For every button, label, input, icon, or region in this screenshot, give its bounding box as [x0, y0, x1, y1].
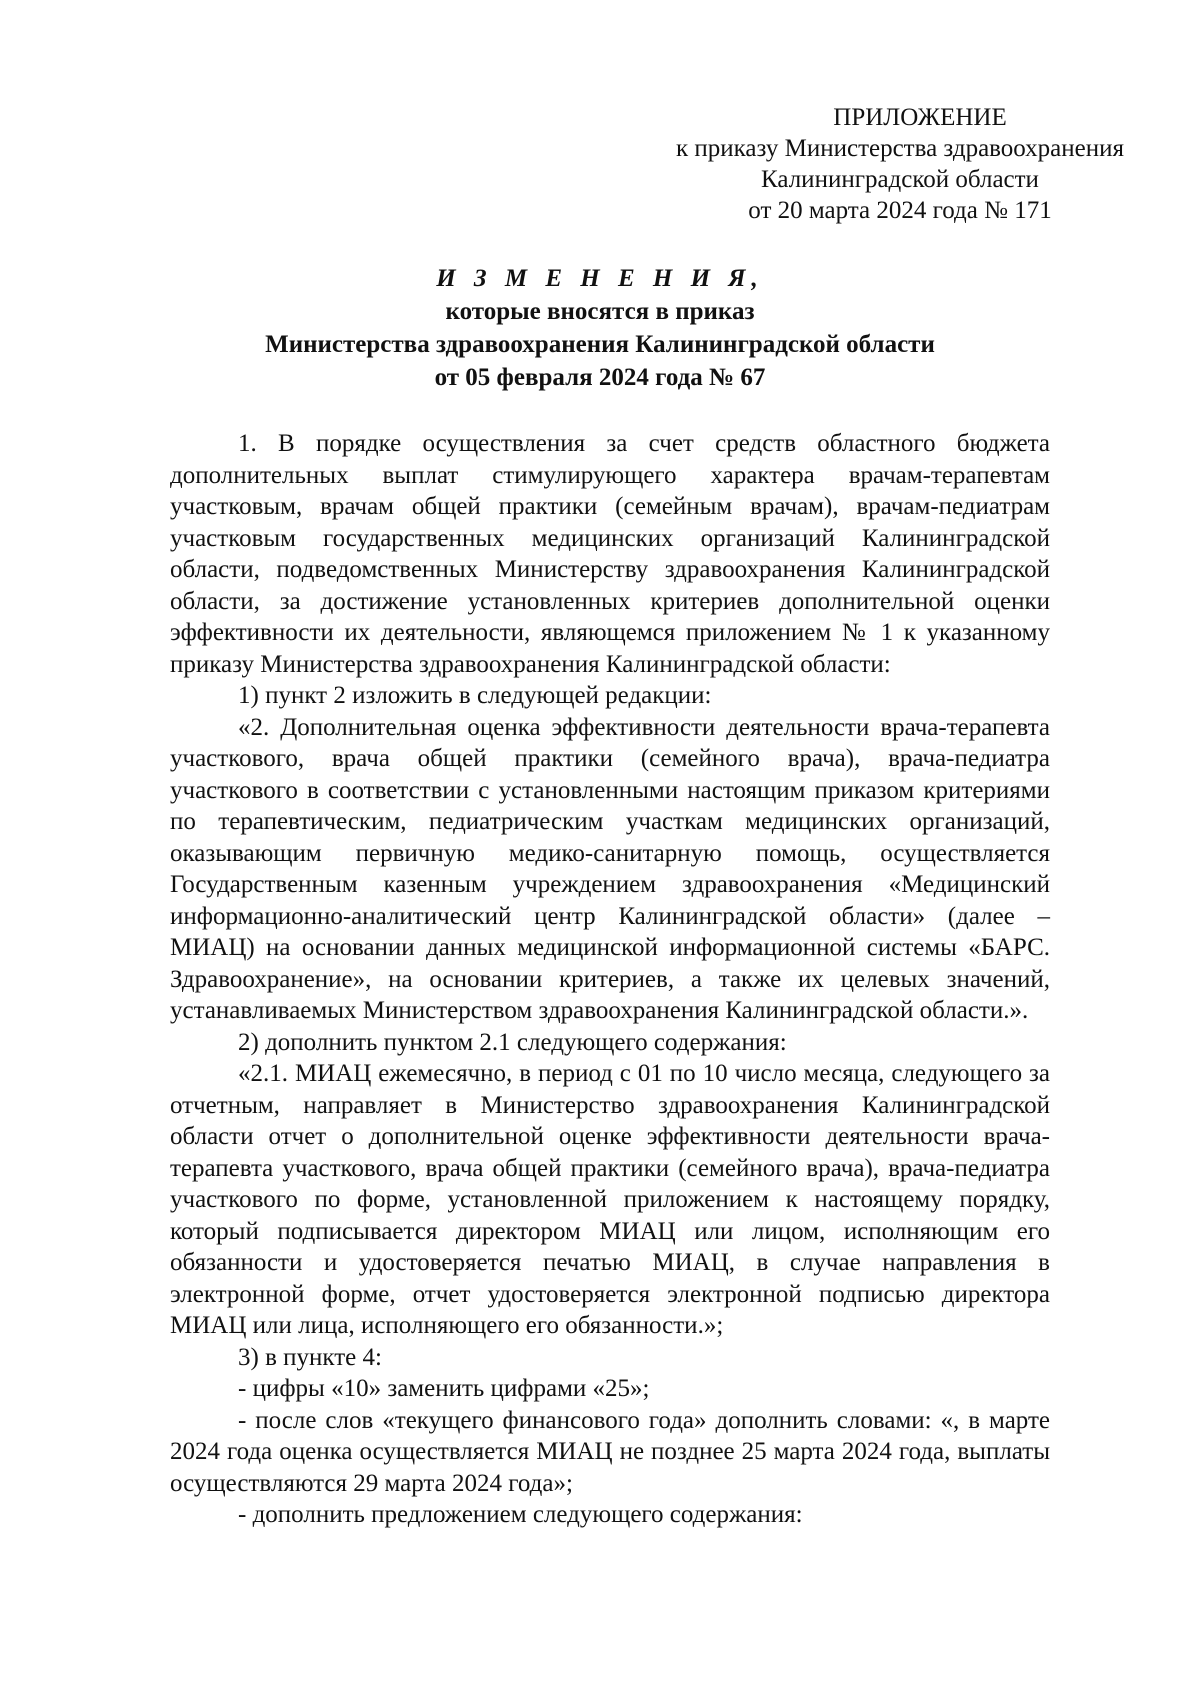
appendix-line-region: Калининградской области — [761, 166, 1039, 193]
paragraph-2: 1) пункт 2 изложить в следующей редакции: — [238, 682, 712, 709]
paragraph-5: «2.1. МИАЦ ежемесячно, в период с 01 по 10 число месяца, следующего за отчетным, направляет в Министерство здравоохранения Калининградской области отчет о дополнительной оценке эффективности деятельности врача-терапевта участкового, врача общей практики (семейного врача), врача-педиатра участкового по форме, установленной приложением к настоящему порядку, который подписывается директором МИАЦ или лицом, исполняющим его обязанности и удостоверяется печатью МИАЦ, в случае направления в электронной форме, отчет удостоверяется электронной подписью директора МИАЦ или лица, исполняющего его обязанности.»; — [170, 1060, 1050, 1339]
heading-title: И З М Е Н Е Н И Я, — [436, 265, 764, 292]
appendix-line-order: к приказу Министерства здравоохранения — [675, 135, 1125, 162]
document-heading — [160, 262, 1040, 394]
heading-line-3: Министерства здравоохранения Калининградской области — [265, 331, 935, 358]
heading-line-2: которые вносятся в приказ — [445, 298, 755, 325]
heading-line-4: от 05 февраля 2024 года № 67 — [434, 364, 766, 391]
appendix-line-date: от 20 марта 2024 года № 171 — [748, 197, 1052, 224]
paragraph-1: 1. В порядке осуществления за счет средств областного бюджета дополнительных выплат стимулирующего характера врачам-терапевтам участковым, врачам общей практики (семейным врачам), врачам-педиатрам участковым государственных медицинских организаций Калининградской области, подведомственных Министерству здравоохранения Калининградской области, за достижение установленных критериев дополнительной оценки эффективности их деятельности, являющемся приложением № 1 к указанному приказу Министерства здравоохранения Калининградской области: — [170, 430, 1050, 678]
appendix-block — [640, 102, 1160, 226]
paragraph-4: 2) дополнить пунктом 2.1 следующего содержания: — [238, 1028, 787, 1056]
paragraph-9: - дополнить предложением следующего содержания: — [238, 1501, 803, 1528]
paragraph-3: «2. Дополнительная оценка эффективности деятельности врача-терапевта участкового, врача общей практики (семейного врача), врача-педиатра участкового в соответствии с установленными настоящим приказом критериями по терапевтическим, педиатрическим участкам медицинских организаций, оказывающим первичную медико-санитарную помощь, осуществляется Государственным казенным учреждением здравоохранения «Медицинский информационно-аналитический центр Калининградской области» (далее – МИАЦ) на основании данных медицинской информационной системы «БАРС. Здравоохранение», на основании критериев, а также их целевых значений, устанавливаемых Министерством здравоохранения Калининградской области.». — [170, 713, 1050, 1024]
document-body — [170, 428, 1050, 1531]
paragraph-6: 3) в пункте 4: — [238, 1343, 382, 1371]
paragraph-7: - цифры «10» заменить цифрами «25»; — [238, 1375, 650, 1402]
paragraph-8: - после слов «текущего финансового года» дополнить словами: «, в марте 2024 года оценка осуществляется МИАЦ не позднее 25 марта 2024 года, выплаты осуществляются 29 марта 2024 года»; — [170, 1406, 1050, 1497]
appendix-title: ПРИЛОЖЕНИЕ — [833, 104, 1007, 131]
